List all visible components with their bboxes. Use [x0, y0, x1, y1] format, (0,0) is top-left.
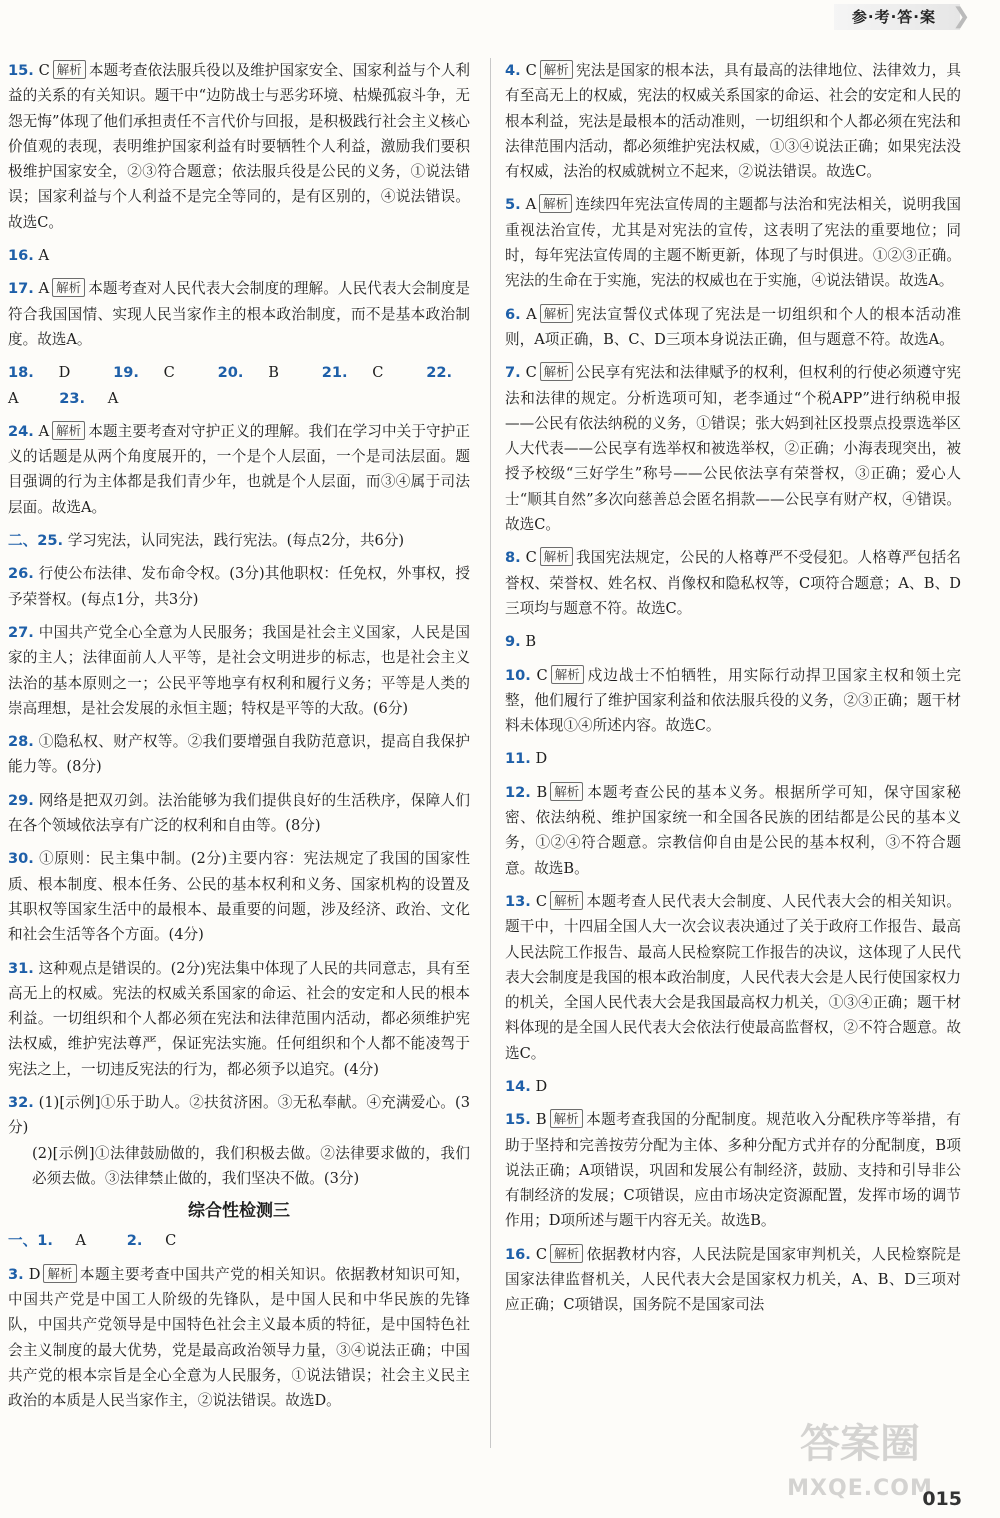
explanation: 行使公布法律、发布命令权。(3分)其他职权：任免权，外事权，授予荣誉权。(每点1分，共3分) — [8, 565, 470, 608]
question-number: 6. — [505, 305, 521, 323]
answer-letter: D — [535, 750, 548, 768]
answer-letter: A — [38, 422, 50, 440]
answer-32 — [8, 1090, 470, 1191]
column-divider — [490, 58, 491, 1448]
analysis-tag: 解析 — [52, 421, 85, 440]
question-number: 32. — [8, 1093, 34, 1111]
question-number: 30. — [8, 850, 34, 868]
analysis-tag: 解析 — [540, 547, 573, 566]
explanation: 中国共产党全心全意为人民服务；我国是社会主义国家，人民是国家的主人；法律面前人人平等，是社会文明进步的标志，也是社会主义法治的基本原则之一；公民平等地享有权利和履行义务；平等是人类的崇高理想，是社会发展的永恒主题；特权是平等的大敌。(6分) — [8, 623, 470, 717]
analysis-tag: 解析 — [550, 782, 583, 801]
explanation: 本题主要考查对守护正义的理解。我们在学习中关于守护正义的话题是从两个角度展开的，一个是个人层面，一个是司法层面。题目强调的行为主体都是我们青少年，也就是个人层面，而③④属于司法层面。故选A。 — [8, 422, 470, 516]
question-number: 14. — [505, 1077, 531, 1095]
explanation: 网络是把双刃剑。法治能够为我们提供良好的生活秩序，保障人们在各个领域依法享有广泛的权利和自由等。(8分) — [8, 791, 470, 835]
question-number: 15. — [8, 62, 34, 79]
explanation: ①原则：民主集中制。(2分)主要内容：宪法规定了我国的国家性质、根本制度、根本任务、公民的基本权利和义务、国家机构的设置及其职权等国家生活中的最根本、最重要的问题，涉及经济、政治、文化和社会生活等各个方面。(4分) — [8, 850, 470, 944]
analysis-tag: 解析 — [540, 362, 573, 381]
question-number: 二、25. — [8, 532, 64, 550]
explanation: 学习宪法，认同宪法，践行宪法。(每点2分，共6分) — [67, 532, 405, 550]
explanation: 我国宪法规定，公民的人格尊严不受侵犯。人格尊严包括名誉权、荣誉权、姓名权、肖像权和隐私权等，C项符合题意；A、B、D三项均与题意不符。故选C。 — [505, 549, 961, 617]
answer-letter: B — [535, 1111, 547, 1129]
answer-17 — [8, 276, 470, 352]
answer-30 — [8, 846, 470, 947]
explanation: 公民享有宪法和法律赋予的权利，但权利的行使必须遵守宪法和法律的规定。分析选项可知，老李通过“个税APP”进行纳税申报——公民有依法纳税的义务，①错误；张大妈到社区投票点投票选举区人大代表——公民享有选举权和被选举权，②正确；小海表现突出，被授予校级“三好学生”称号——公民依法享有荣誉权，③正确；爱心人士“顺其自然”多次向慈善总会匿名捐款——公民享有财产权，④错误。故选C。 — [505, 364, 961, 534]
answer-letter: B — [536, 783, 548, 801]
watermark-main: 答案圈 — [800, 1421, 920, 1467]
question-number: 17. — [8, 280, 34, 298]
answer-letter: C — [372, 364, 384, 382]
question-number: 一、1. — [8, 1232, 53, 1250]
answer-letter: C — [525, 62, 537, 79]
answer-s3-3 — [8, 1262, 470, 1414]
question-number: 13. — [505, 892, 531, 910]
question-number: 31. — [8, 959, 34, 977]
answer-letter: D — [535, 1077, 548, 1095]
answer-13 — [505, 889, 961, 1066]
question-number: 18. — [8, 364, 34, 382]
question-number: 16. — [8, 247, 34, 265]
question-number: 15. — [505, 1111, 531, 1129]
answer-11 — [505, 746, 961, 771]
answer-25 — [8, 528, 470, 553]
watermark-url: MXQE.COM — [787, 1476, 933, 1501]
answer-letter: A — [38, 280, 50, 298]
answer-letter: C — [535, 892, 548, 910]
analysis-tag: 解析 — [550, 1109, 583, 1128]
answers-18-23 — [8, 360, 470, 411]
question-number: 4. — [505, 62, 521, 79]
answer-7 — [505, 360, 961, 537]
answer-letter: A — [8, 389, 19, 407]
answer-4 — [505, 58, 961, 184]
answer-6 — [505, 302, 961, 353]
question-number: 9. — [505, 633, 521, 651]
explanation: 本题考查我国的分配制度。规范收入分配秩序等举措，有助于坚持和完善按劳分配为主体、多种分配方式并存的分配制度，B项说法正确；A项错误，巩固和发展公有制经济，鼓励、支持和引导非公有制经济的发展；C项错误，应由市场决定资源配置，发挥市场的调节作用；D项所述与题干内容无关。故选B。 — [505, 1111, 961, 1230]
question-number: 24. — [8, 422, 34, 440]
answer-letter: D — [28, 1265, 41, 1283]
explanation: 宪法是国家的根本法，具有最高的法律地位、法律效力，具有至高无上的权威，宪法的权威关系国家的命运、社会的安定和人民的根本利益，宪法是最根本的活动准则，一切组织和个人都必须在宪法和法律范围内活动，都必须维护宪法权威，①③④说法正确；如果宪法没有权威，法治的权威就树立不起来，②说法错误。故选C。 — [505, 62, 961, 181]
explanation-part-2: (2)[示例]①法律鼓励做的，我们积极去做。②法律要求做的，我们必须去做。③法律禁止做的，我们坚决不做。(3分) — [32, 1144, 470, 1187]
analysis-tag: 解析 — [540, 60, 573, 79]
question-number: 26. — [8, 565, 34, 583]
explanation: ①隐私权、财产权等。②我们要增强自我防范意识，提高自我保护能力等。(8分) — [8, 733, 470, 776]
question-number: 8. — [505, 549, 521, 567]
answer-14 — [505, 1074, 961, 1099]
answer-letter: C — [525, 549, 537, 567]
analysis-tag: 解析 — [551, 665, 584, 684]
analysis-tag: 解析 — [539, 194, 572, 213]
explanation: 本题考查依法服兵役以及维护国家安全、国家利益与个人利益的关系的有关知识。题干中“边防战士与恶劣环境、枯燥孤寂斗争，无怨无悔”体现了他们承担责任不言代价与回报，是积极践行社会主义核心价值观的表现，表明维护国家利益有时要牺牲个人利益，激励我们要积极维护国家安全，②③符合题意；依法服兵役是公民的义务，①说法错误；国家利益与个人利益不是完全等同的，是有区别的，④说法错误。故选C。 — [8, 62, 470, 231]
question-number: 5. — [505, 196, 521, 214]
answer-letter: C — [38, 62, 50, 79]
question-number: 20. — [217, 364, 244, 382]
question-number: 27. — [8, 623, 34, 641]
page-number: 015 — [922, 1488, 962, 1510]
answer-8 — [505, 545, 961, 621]
section-title: 综合性检测三 — [188, 1201, 290, 1222]
explanation: 连续四年宪法宣传周的主题都与法治和宪法相关，说明我国重视法治宣传，尤其是对宪法的宣传，这表明了宪法的重要地位；同时，每年宪法宣传周的主题不断更新，体现了与时俱进。①②③正确。宪法的生命在于实施，宪法的权威也在于实施，④说法错误。故选A。 — [505, 196, 961, 290]
answer-letter: A — [525, 196, 537, 214]
explanation: 本题考查人民代表大会制度、人民代表大会的相关知识。题干中，十四届全国人大一次会议表决通过了关于政府工作报告、最高人民法院工作报告、最高人民检察院工作报告的决议，这体现了人民代表大会制度是我国的根本政治制度，人民代表大会是人民行使国家权力的机关，全国人民代表大会是我国最高权力机关，①③④正确；题干材料体现的是全国人民代表大会依法行使最高监督权，②不符合题意。故选C。 — [505, 892, 961, 1062]
explanation: 本题考查对人民代表大会制度的理解。人民代表大会制度是符合我国国情、实现人民当家作主的根本政治制度，而不是基本政治制度。故选A。 — [8, 280, 470, 348]
answer-letter: B — [268, 364, 279, 382]
analysis-tag: 解析 — [550, 1244, 583, 1263]
answer-letter: C — [536, 666, 548, 684]
answer-27 — [8, 620, 470, 721]
question-number: 11. — [505, 750, 531, 768]
analysis-tag: 解析 — [43, 1264, 76, 1283]
chevron-right-icon: ❯ — [952, 4, 971, 29]
question-number: 2. — [126, 1232, 143, 1250]
answer-29 — [8, 788, 470, 839]
answer-26 — [8, 561, 470, 612]
answer-15 — [8, 58, 470, 235]
question-number: 22. — [426, 364, 453, 382]
question-number: 10. — [505, 666, 531, 684]
answer-letter: A — [38, 247, 50, 265]
question-number: 7. — [505, 364, 521, 382]
answer-16 — [8, 243, 470, 268]
answer-12 — [505, 780, 961, 881]
answer-24 — [8, 419, 470, 520]
answers-s3-1-2 — [8, 1228, 470, 1253]
answer-letter: B — [525, 633, 537, 651]
question-number: 3. — [8, 1265, 24, 1283]
answer-15-right — [505, 1107, 961, 1233]
question-number: 21. — [321, 364, 348, 382]
answer-letter: C — [165, 1232, 177, 1250]
answer-letter: A — [75, 1232, 87, 1250]
explanation: 本题考查公民的基本义务。根据所学可知，保守国家秘密、依法纳税、维护国家统一和全国各民族的团结都是公民的基本义务，①②④符合题意。宗教信仰自由是公民的基本权利，③不符合题意。故选B。 — [505, 783, 961, 877]
explanation: 本题主要考查中国共产党的相关知识。依据教材知识可知，中国共产党是中国工人阶级的先锋队，是中国人民和中华民族的先锋队，中国共产党领导是中国特色社会主义最本质的特征，是中国特色社会主义制度的最大优势，党是最高政治领导力量，③④说法正确；中国共产党的根本宗旨是全心全意为人民服务，①说法错误；社会主义民主政治的本质是人民当家作主，②说法错误。故选D。 — [8, 1265, 470, 1410]
answer-31 — [8, 956, 470, 1082]
answer-letter: A — [526, 305, 537, 323]
explanation-part-1: (1)[示例]①乐于助人。②扶贫济困。③无私奉献。④充满爱心。(3分) — [8, 1093, 470, 1137]
explanation: 戍边战士不怕牺牲，用实际行动捍卫国家主权和领土完整，他们履行了维护国家利益和依法服兵役的义务，②③正确；题干材料未体现①④所述内容。故选C。 — [505, 666, 962, 735]
explanation: 宪法宣誓仪式体现了宪法是一切组织和个人的根本活动准则，A项正确，B、C、D三项本身说法正确，但与题意不符。故选A。 — [505, 305, 961, 348]
answer-10 — [505, 663, 961, 739]
header-title: 参·考·答·案 — [834, 4, 960, 30]
answer-letter: C — [163, 364, 175, 382]
answer-letter: C — [535, 1245, 548, 1263]
answer-letter: C — [525, 364, 537, 382]
right-column — [505, 58, 961, 1326]
question-number: 12. — [505, 783, 531, 801]
answer-9 — [505, 629, 961, 654]
question-number: 29. — [8, 791, 34, 809]
explanation: 这种观点是错误的。(2分)宪法集中体现了人民的共同意志，具有至高无上的权威。宪法的权威关系国家的命运、社会的安定和人民的根本利益。一切组织和个人都必须在宪法和法律范围内活动，都必须维护宪法权威，维护宪法尊严，保证宪法实施。任何组织和个人都不能凌驾于宪法之上，一切违反宪法的行为，都必须予以追究。(4分) — [8, 959, 470, 1078]
answer-16-right — [505, 1242, 961, 1318]
question-number: 28. — [8, 733, 34, 751]
explanation: 依据教材内容，人民法院是国家审判机关，人民检察院是国家法律监督机关，人民代表大会是国家权力机关，A、B、D三项对应正确；C项错误，国务院不是国家司法 — [505, 1245, 961, 1314]
question-number: 19. — [113, 364, 139, 382]
question-number: 23. — [59, 389, 86, 407]
answer-letter: D — [58, 364, 71, 382]
answer-letter: A — [107, 389, 119, 407]
analysis-tag: 解析 — [53, 60, 86, 79]
answer-28 — [8, 729, 470, 780]
question-number: 16. — [505, 1245, 531, 1263]
left-column — [8, 58, 470, 1422]
analysis-tag: 解析 — [550, 891, 583, 910]
answer-5 — [505, 192, 961, 293]
analysis-tag: 解析 — [540, 304, 573, 323]
analysis-tag: 解析 — [52, 278, 85, 297]
